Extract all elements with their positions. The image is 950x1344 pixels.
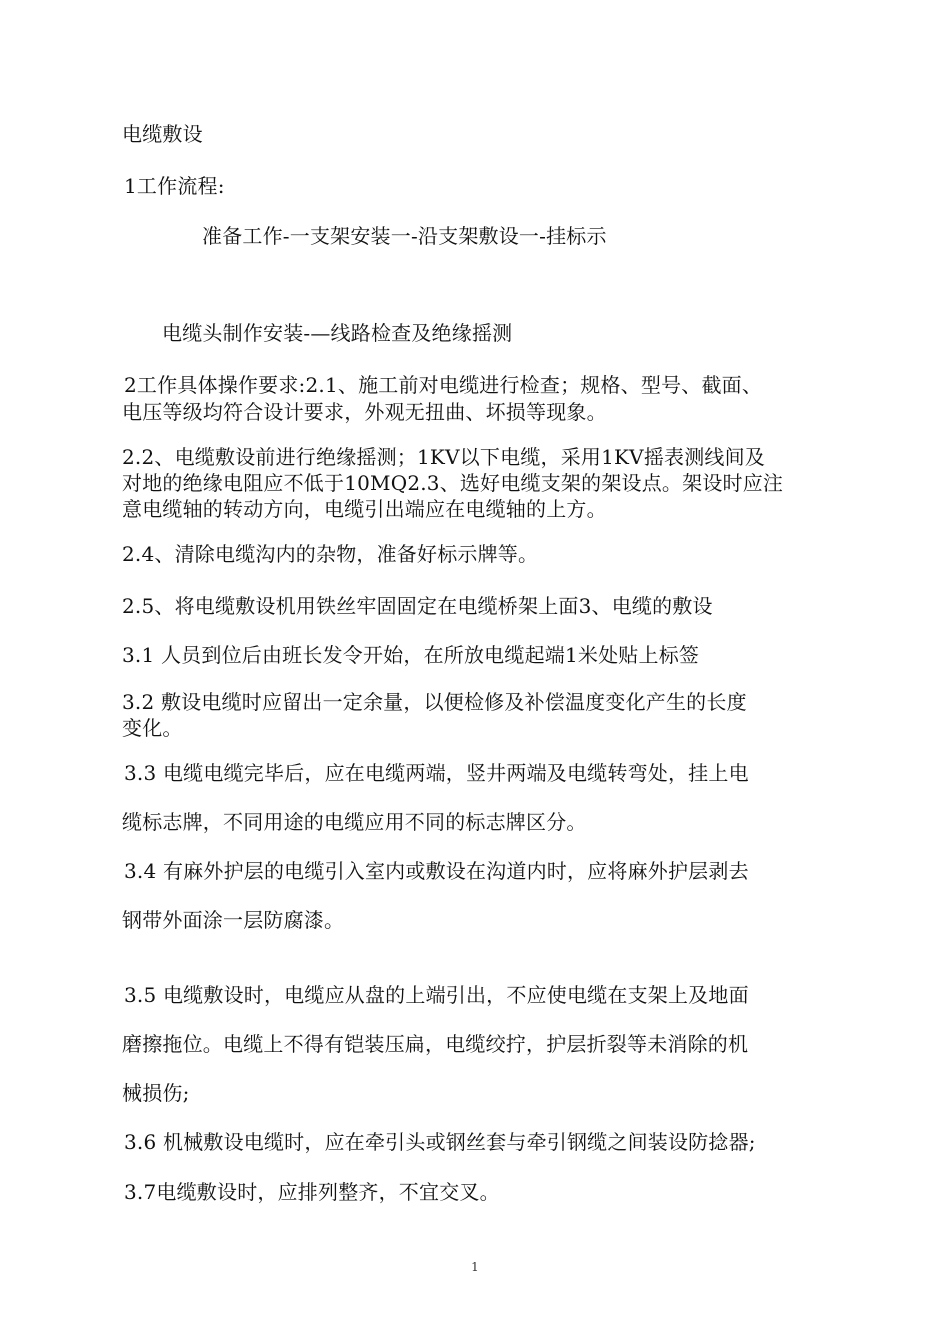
paragraph-line: 3.7电缆敷设时，应排列整齐，不宜交叉。 [124, 1180, 500, 1204]
page-number: 1 [471, 1260, 479, 1274]
paragraph-line: 2.5、将电缆敷设机用铁丝牢固固定在电缆桥架上面3、电缆的敷设 [122, 594, 713, 618]
paragraph-line: 变化。 [122, 716, 183, 740]
paragraph-line: 对地的绝缘电阻应不低于10MQ2.3、选好电缆支架的架设点。架设时应注 [122, 471, 784, 495]
paragraph-line: 电压等级均符合设计要求，外观无扭曲、坏损等现象。 [122, 400, 607, 424]
paragraph-line: 意电缆轴的转动方向，电缆引出端应在电缆轴的上方。 [122, 497, 607, 521]
paragraph-line: 3.3 电缆电缆完毕后，应在电缆两端，竖井两端及电缆转弯处，挂上电 [124, 761, 749, 785]
workflow-steps-line-2: 电缆头制作安装-—线路检查及绝缘摇测 [162, 321, 513, 345]
paragraph-line: 3.5 电缆敷设时，电缆应从盘的上端引出，不应使电缆在支架上及地面 [124, 983, 749, 1007]
section-heading-workflow: 1工作流程: [124, 174, 225, 198]
paragraph-line: 2.4、清除电缆沟内的杂物，准备好标示牌等。 [122, 542, 539, 566]
paragraph-line: 3.6 机械敷设电缆时，应在牵引头或钢丝套与牵引钢缆之间装设防捻器; [124, 1130, 756, 1154]
paragraph-line: 缆标志牌，不同用途的电缆应用不同的标志牌区分。 [122, 810, 587, 834]
paragraph-line: 2工作具体操作要求:2.1、施工前对电缆进行检查；规格、型号、截面、 [124, 373, 763, 397]
paragraph-line: 钢带外面涂一层防腐漆。 [122, 908, 345, 932]
paragraph-line: 械损伤; [122, 1081, 190, 1105]
document-title: 电缆敷设 [122, 122, 203, 146]
paragraph-line: 3.4 有麻外护层的电缆引入室内或敷设在沟道内时，应将麻外护层剥去 [124, 859, 749, 883]
workflow-steps-line-1: 准备工作-一支架安装一-沿支架敷设一-挂标示 [202, 224, 607, 248]
paragraph-line: 3.2 敷设电缆时应留出一定余量，以便检修及补偿温度变化产生的长度 [122, 690, 747, 714]
paragraph-line: 3.1 人员到位后由班长发令开始，在所放电缆起端1米处贴上标签 [122, 643, 700, 667]
paragraph-line: 2.2、电缆敷设前进行绝缘摇测；1KV以下电缆，采用1KV摇表测线间及 [122, 445, 766, 469]
paragraph-line: 磨擦拖位。电缆上不得有铠装压扁，电缆绞拧，护层折裂等未消除的机 [122, 1032, 749, 1056]
